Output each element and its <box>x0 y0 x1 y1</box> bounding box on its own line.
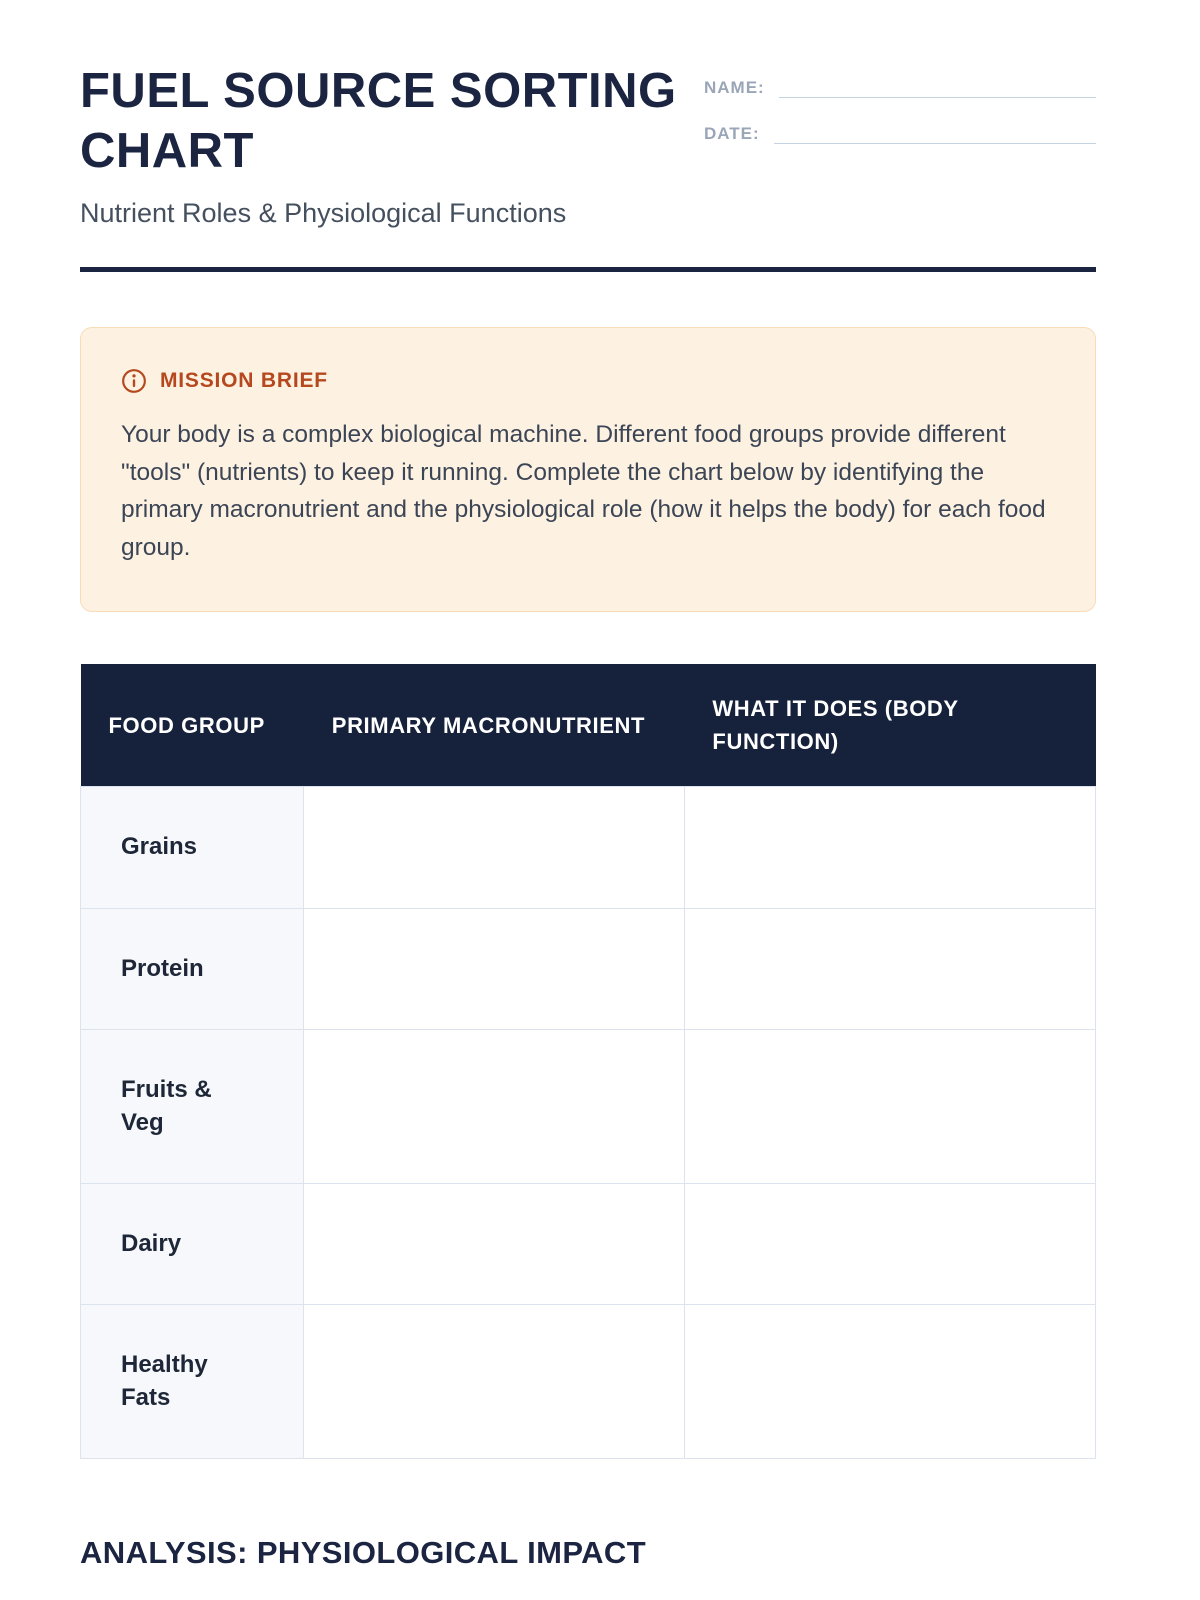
table-row-fruits-veg <box>81 1030 1096 1184</box>
date-field-row <box>704 122 1096 144</box>
name-field-row <box>704 76 1096 98</box>
function-answer-cell[interactable] <box>684 1305 1095 1459</box>
date-input-line[interactable] <box>774 122 1096 144</box>
column-header-macronutrient: PRIMARY MACRONUTRIENT <box>304 664 685 787</box>
mission-brief-title: MISSION BRIEF <box>160 368 328 392</box>
date-label: DATE: <box>704 124 760 143</box>
analysis-heading: ANALYSIS: PHYSIOLOGICAL IMPACT <box>80 1535 647 1571</box>
food-group-cell: Fruits & Veg <box>81 1030 304 1184</box>
food-group-cell: Healthy Fats <box>81 1305 304 1459</box>
table-row-dairy <box>81 1183 1096 1304</box>
macronutrient-answer-cell[interactable] <box>304 1030 685 1184</box>
function-answer-cell[interactable] <box>684 787 1095 908</box>
table-header-row <box>81 664 1096 787</box>
function-answer-cell[interactable] <box>684 1183 1095 1304</box>
column-header-food-group: FOOD GROUP <box>81 664 304 787</box>
macronutrient-answer-cell[interactable] <box>304 1305 685 1459</box>
macronutrient-answer-cell[interactable] <box>304 787 685 908</box>
sorting-chart-table <box>80 664 1096 1459</box>
table-body <box>81 787 1096 1459</box>
mission-brief-body: Your body is a complex biological machine. Different food groups provide different "tools" (nutrients) to keep it running. Complete the chart below by identifying the primary macronutrient and the physiological role (how it helps the body) for each food group. <box>121 420 1046 562</box>
macronutrient-answer-cell[interactable] <box>304 908 685 1029</box>
name-date-block <box>704 62 1096 168</box>
table-row-grains <box>81 787 1096 908</box>
name-label: NAME: <box>704 78 765 97</box>
header <box>80 62 1096 229</box>
page-subtitle: Nutrient Roles & Physiological Functions <box>80 197 567 228</box>
food-group-cell: Dairy <box>81 1183 304 1304</box>
page-title: FUEL SOURCE SORTING CHART <box>80 64 677 178</box>
info-icon <box>121 368 147 394</box>
title-block <box>80 62 704 229</box>
table-row-healthy-fats <box>81 1305 1096 1459</box>
table-header <box>81 664 1096 787</box>
mission-brief-box <box>80 327 1096 613</box>
function-answer-cell[interactable] <box>684 908 1095 1029</box>
food-group-cell: Protein <box>81 908 304 1029</box>
food-group-cell: Grains <box>81 787 304 908</box>
column-header-function: WHAT IT DOES (BODY FUNCTION) <box>684 664 1095 787</box>
mission-brief-header <box>121 368 1055 394</box>
macronutrient-answer-cell[interactable] <box>304 1183 685 1304</box>
name-input-line[interactable] <box>779 76 1096 98</box>
function-answer-cell[interactable] <box>684 1030 1095 1184</box>
header-divider <box>80 267 1096 272</box>
table-row-protein <box>81 908 1096 1029</box>
